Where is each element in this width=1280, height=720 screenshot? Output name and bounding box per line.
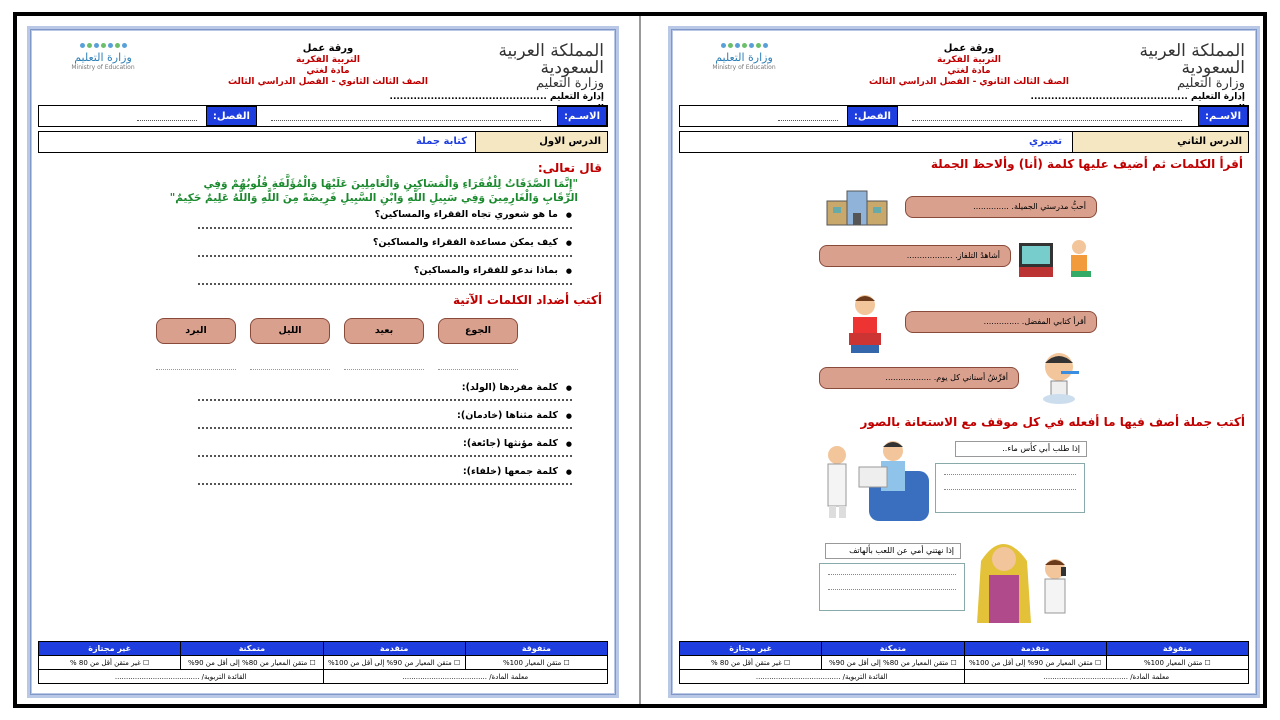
name-label: الاسـم:	[557, 106, 607, 126]
quote-title: قال تعالى:	[537, 161, 602, 175]
grammar-line-4[interactable]	[198, 483, 572, 485]
grammar-line-3[interactable]	[198, 455, 572, 457]
worksheet-title-block	[869, 43, 1069, 88]
grade-title: الصف الثالث الثانوي - الفصل الدراسي الثالث	[228, 77, 428, 87]
answer-line-1[interactable]	[198, 227, 572, 229]
name-field[interactable]	[912, 109, 1182, 121]
opposite-answer-3[interactable]	[250, 369, 330, 370]
opposite-answer-1[interactable]	[438, 369, 518, 370]
opposite-answer-4[interactable]	[156, 369, 236, 370]
grammar-3: ● كلمة مؤنثها (جائعة):	[463, 438, 572, 449]
subject-title: التربية الفكرية	[937, 55, 1001, 65]
child-watching-tv-icon	[1017, 237, 1097, 281]
ministry-logo-sub: وزارة التعليم	[535, 76, 604, 91]
opposite-answer-2[interactable]	[344, 369, 424, 370]
eval-header-1: متفوقة	[1106, 642, 1248, 656]
moe-logo-icon	[48, 43, 158, 48]
opposites-title: أكتب أضداد الكلمات الآتية	[453, 293, 602, 307]
eval-criterion-2[interactable]: ☐ متقن المعيار من 90% إلى أقل من 100%	[964, 656, 1106, 670]
eval-criterion-4[interactable]: ☐ غير متقن أقل من 80 %	[39, 656, 181, 670]
eval-header-4: غير مجتازة	[680, 642, 822, 656]
admin-label: إدارة التعليم	[549, 92, 604, 102]
grade-title: الصف الثالث الثانوي - الفصل الدراسي الثالث	[869, 77, 1069, 87]
eval-criterion-2[interactable]: ☐ متقن المعيار من 90% إلى أقل من 100%	[323, 656, 465, 670]
lesson-label: الدرس الثاني	[1072, 132, 1248, 152]
eval-header-3: متمكنة	[822, 642, 964, 656]
ministry-logo: المملكة العربية السعودية	[498, 41, 604, 78]
verse-text: "إِنَّمَا الصَّدَقَاتُ لِلْفُقَرَاءِ وَالْمَسَاكِينِ وَالْعَامِلِينَ عَلَيْهَا وَالْمُؤَلَّفَةِ قُلُوبُهُمْ وَفِي الرِّقَابِ وَالْغَارِمِينَ وَفِي سَبِيلِ اللَّهِ وَابْنِ السَّبِيلِ فَرِيضَةً مِنَ اللَّهِ وَاللَّهُ عَلِيمٌ حَكِيمٌ"	[169, 178, 578, 204]
evaluation-table	[38, 641, 608, 685]
moe-logo: وزارة التعليم Ministry of Education	[689, 43, 799, 72]
task-1-title: أقرأ الكلمات ثم أضيف عليها كلمة (أنا) وألاحظ الجملة	[930, 157, 1243, 171]
grammar-line-1[interactable]	[198, 399, 572, 401]
ministry-header: المملكة العربية السعودية وزارة التعليم إدارة التعليم ..............................................	[454, 43, 604, 115]
lesson-row	[38, 131, 608, 153]
question-1: ● ما هو شعوري تجاه الفقراء والمساكين؟	[375, 209, 572, 220]
worksheet-title: ورقة عمل	[943, 43, 995, 54]
class-field[interactable]	[137, 109, 197, 121]
prompt-2: إذا نهتني أمي عن اللعب بألهاتف	[825, 543, 961, 559]
answer-box-1[interactable]	[935, 463, 1085, 513]
child-brushing-teeth-icon	[1035, 349, 1083, 405]
grammar-4: ● كلمة جمعها (خلفاء):	[463, 466, 572, 477]
grammar-line-2[interactable]	[198, 427, 572, 429]
ministry-header: المملكة العربية السعودية وزارة التعليم إدارة التعليم ..............................................	[1095, 43, 1245, 115]
word-night: الليل	[250, 318, 330, 344]
admin-label: إدارة التعليم	[1190, 92, 1245, 102]
answer-line-3[interactable]	[198, 283, 572, 285]
ministry-logo-sub: وزارة التعليم	[1176, 76, 1245, 91]
worksheet-title-block	[228, 43, 428, 88]
eval-header-1: متفوقة	[465, 642, 607, 656]
leader-signature[interactable]: القائدة التربوية/ ......................................	[680, 670, 965, 684]
question-3: ● بماذا ندعو للفقراء والمساكين؟	[414, 265, 572, 276]
class-field[interactable]	[778, 109, 838, 121]
prompt-1: إذا طلب أبي كأس ماء..	[955, 441, 1087, 457]
worksheet-lesson-2	[668, 26, 1260, 698]
class-label: الفصل:	[847, 106, 898, 126]
word-far: بعيد	[344, 318, 424, 344]
mother-and-son-icon	[971, 531, 1083, 627]
teacher-signature[interactable]: معلمة المادة/ ......................................	[964, 670, 1249, 684]
eval-criterion-3[interactable]: ☐ متقن المعيار من 80% إلى أقل من 90%	[181, 656, 323, 670]
answer-line-2[interactable]	[198, 255, 572, 257]
sentence-3: أقرأ كتابي المفضل. ..............	[905, 311, 1097, 333]
name-field[interactable]	[271, 109, 541, 121]
school-building-icon	[825, 187, 889, 227]
name-label: الاسـم:	[1198, 106, 1248, 126]
subject-title: التربية الفكرية	[296, 55, 360, 65]
question-2: ● كيف يمكن مساعدة الفقراء والمساكين؟	[373, 237, 572, 248]
child-reading-icon	[845, 293, 885, 357]
eval-header-2: متقدمة	[323, 642, 465, 656]
moe-logo-icon	[689, 43, 799, 48]
leader-signature[interactable]: القائدة التربوية/ ......................................	[39, 670, 324, 684]
eval-criterion-3[interactable]: ☐ متقن المعيار من 80% إلى أقل من 90%	[822, 656, 964, 670]
page-divider	[639, 16, 641, 704]
worksheet-lesson-1	[27, 26, 619, 698]
worksheet-title: ورقة عمل	[302, 43, 354, 54]
sentence-2: أشاهدُ التلفاز. ..................	[819, 245, 1011, 267]
grammar-1: ● كلمة مفردها (الولد):	[462, 382, 572, 393]
eval-header-2: متقدمة	[964, 642, 1106, 656]
course-title: مادة لغتي	[947, 66, 991, 76]
eval-criterion-1[interactable]: ☐ متقن المعيار 100%	[465, 656, 607, 670]
eval-criterion-4[interactable]: ☐ غير متقن أقل من 80 %	[680, 656, 822, 670]
moe-logo: وزارة التعليم Ministry of Education	[48, 43, 158, 72]
lesson-topic: تعبيري	[1029, 136, 1062, 147]
name-row	[38, 105, 608, 127]
evaluation-table	[679, 641, 1249, 685]
word-hunger: الجوع	[438, 318, 518, 344]
sentence-1: أحبُّ مدرستي الجميلة. ..............	[905, 196, 1097, 218]
teacher-signature[interactable]: معلمة المادة/ ......................................	[323, 670, 608, 684]
lesson-topic: كتابة جملة	[415, 136, 467, 147]
lesson-label: الدرس الاول	[475, 132, 607, 152]
task-2-title: أكتب جملة أصف فيها ما أفعله في كل موقف مع الاستعانة بالصور	[860, 415, 1245, 429]
sentence-4: أفرِّشُ أسناني كل يوم. ..................	[819, 367, 1019, 389]
eval-header-4: غير مجتازة	[39, 642, 181, 656]
lesson-row	[679, 131, 1249, 153]
answer-box-2[interactable]	[819, 563, 965, 611]
name-row	[679, 105, 1249, 127]
eval-header-3: متمكنة	[181, 642, 323, 656]
grammar-2: ● كلمة مثناها (خادمان):	[457, 410, 572, 421]
class-label: الفصل:	[206, 106, 257, 126]
word-cold: البرد	[156, 318, 236, 344]
boy-serving-father-icon	[819, 437, 931, 523]
course-title: مادة لغتي	[306, 66, 350, 76]
eval-criterion-1[interactable]: ☐ متقن المعيار 100%	[1106, 656, 1248, 670]
ministry-logo: المملكة العربية السعودية	[1139, 41, 1245, 78]
document-frame	[13, 12, 1267, 708]
